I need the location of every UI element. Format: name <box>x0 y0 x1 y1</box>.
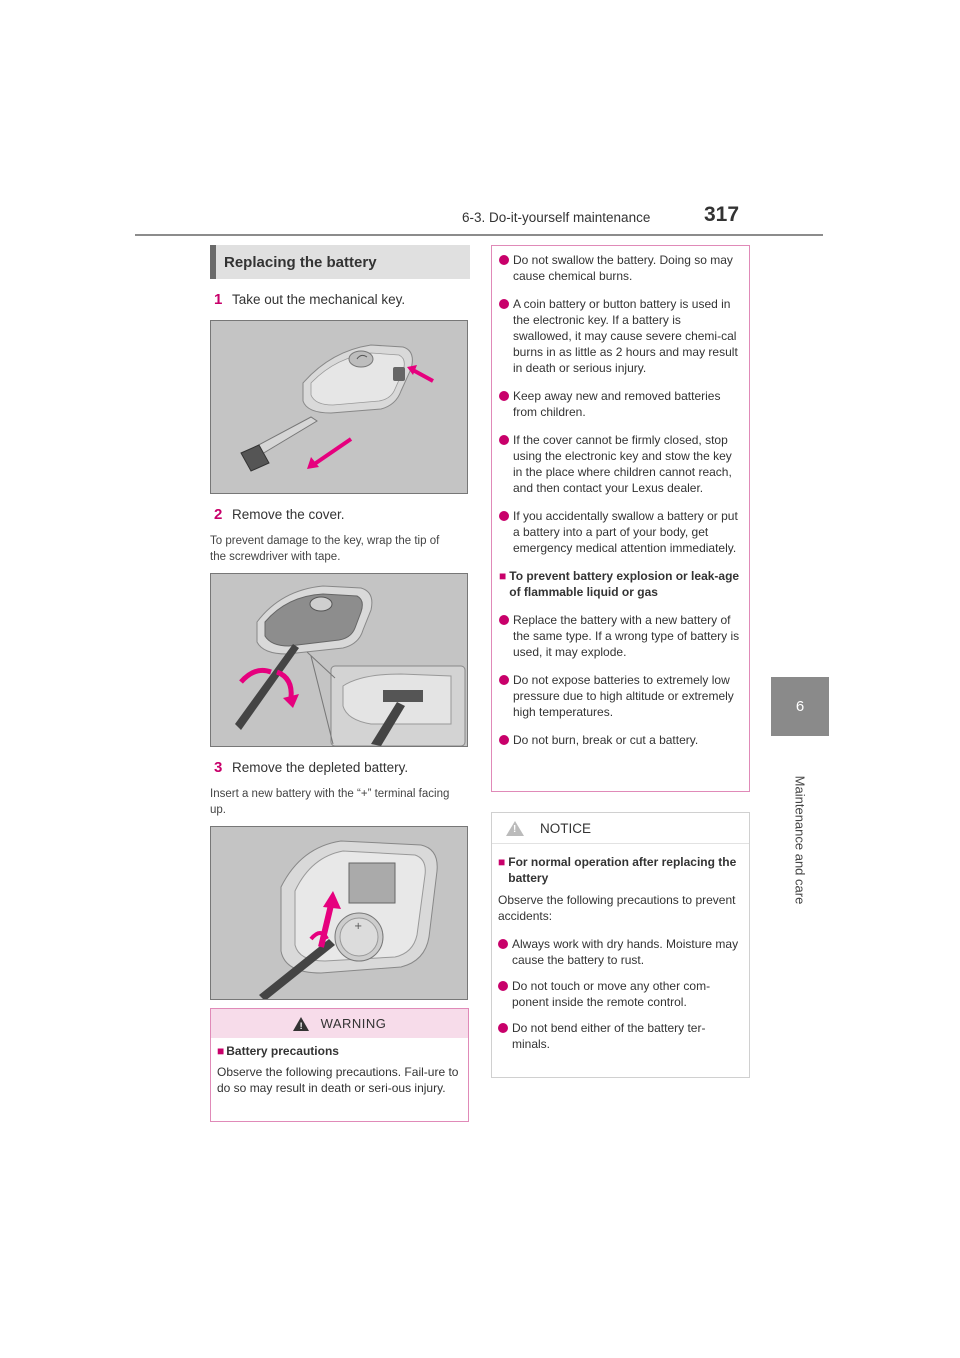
bullet-dot-icon <box>498 939 508 949</box>
notice-box <box>491 812 750 1078</box>
step-note: To prevent damage to the key, wrap the tip of the screwdriver with tape. <box>210 535 440 563</box>
page-number: 317 <box>704 203 740 226</box>
notice-label: NOTICE <box>540 820 592 836</box>
warning-bullet: Do not expose batteries to extremely low pressure due to high altitude or extremely high temperatures. <box>499 672 741 720</box>
warning-continuation-box <box>491 245 750 792</box>
bullet-dot-icon <box>499 391 509 401</box>
bullet-dot-icon <box>499 255 509 265</box>
step-text: Remove the depleted battery. <box>232 760 409 775</box>
square-bullet-icon: ■ <box>499 569 507 583</box>
notice-paragraph: Observe the following precautions to prevent accidents: <box>498 893 736 923</box>
step-3 <box>210 759 470 776</box>
warning-paragraph: Observe the following precautions. Fail-ure to do so may result in death or seri-ous injury. <box>217 1065 459 1095</box>
warning-bullet: A coin battery or button battery is used in the electronic key. If a battery is swallowed, it may cause severe chemi-cal burns in as little as 2 hours and may result in death or serious injury. <box>499 296 741 376</box>
header-rule <box>135 234 823 236</box>
warning-box <box>210 1008 469 1122</box>
chapter-tab: 6 <box>771 677 829 736</box>
step-text: Remove the cover. <box>232 507 345 522</box>
step-number: 3 <box>214 759 223 776</box>
warning-bullet: If the cover cannot be firmly closed, stop using the electronic key and stow the key in the place where children cannot reach, and then contact your Lexus dealer. <box>499 432 741 496</box>
svg-text:+: + <box>354 921 363 932</box>
warning-header <box>211 1009 468 1038</box>
step-2 <box>210 506 470 523</box>
warning-bullet: Keep away new and removed batteries from children. <box>499 388 741 420</box>
figure-replace-battery <box>210 826 468 1000</box>
step-number: 1 <box>214 291 223 308</box>
step-number: 2 <box>214 506 223 523</box>
bullet-dot-icon <box>498 981 508 991</box>
notice-icon: ! <box>506 821 524 836</box>
warning-bullet: Do not burn, break or cut a battery. <box>499 732 741 748</box>
figure-remove-key <box>210 320 468 494</box>
square-bullet-icon: ■ <box>498 855 506 869</box>
bullet-dot-icon <box>499 435 509 445</box>
bullet-dot-icon <box>499 615 509 625</box>
warning-label: WARNING <box>320 1016 387 1031</box>
notice-bullet: Always work with dry hands. Moisture may cause the battery to rust. <box>498 936 743 968</box>
warning-bullet: If you accidentally swallow a battery or put a battery into a part of your body, get emergency medical attention immediately. <box>499 508 741 556</box>
square-bullet-icon: ■ <box>217 1044 225 1058</box>
warning-bullet: Replace the battery with a new battery of the same type. If a wrong type of battery is used, it may explode. <box>499 612 741 660</box>
bullet-dot-icon <box>498 1023 508 1033</box>
warning-bullet: Do not swallow the battery. Doing so may cause chemical burns. <box>499 252 741 284</box>
notice-header <box>492 813 749 844</box>
warning-subheading: ■ Battery precautions <box>217 1044 339 1058</box>
notice-subheading: ■ For normal operation after replacing the battery <box>498 855 737 885</box>
explosion-subheading: ■ To prevent battery explosion or leak-age of flammable liquid or gas <box>499 569 740 599</box>
step-note: Insert a new battery with the “+” terminal facing up. <box>210 788 450 816</box>
bullet-dot-icon <box>499 299 509 309</box>
bullet-dot-icon <box>499 735 509 745</box>
notice-bullet: Do not touch or move any other com-ponent inside the remote control. <box>498 978 743 1010</box>
step-1 <box>210 291 470 308</box>
section-title: 6-3. Do-it-yourself maintenance <box>462 210 651 225</box>
notice-bullet: Do not bend either of the battery ter-minals. <box>498 1020 743 1052</box>
section-heading: Replacing the battery <box>210 245 470 279</box>
warning-icon: ! <box>293 1017 309 1031</box>
chapter-label: Maintenance and care <box>792 775 808 905</box>
left-column <box>210 245 470 1000</box>
bullet-dot-icon <box>499 675 509 685</box>
bullet-dot-icon <box>499 511 509 521</box>
figure-remove-cover <box>210 573 468 747</box>
step-text: Take out the mechanical key. <box>232 292 406 307</box>
